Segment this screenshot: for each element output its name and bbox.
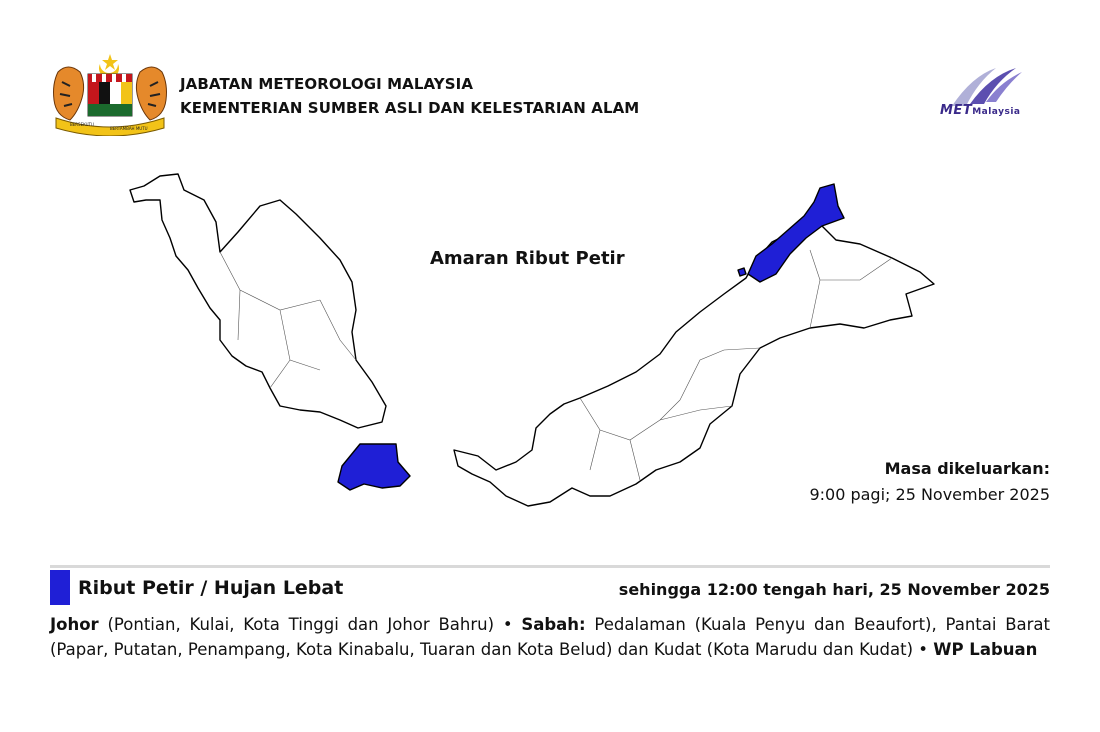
svg-text:BERTAMBAH MUTU: BERTAMBAH MUTU: [110, 126, 148, 131]
area-separator: •: [502, 615, 513, 634]
peninsular-malaysia: [130, 174, 386, 428]
valid-until: sehingga 12:00 tengah hari, 25 November 2025: [618, 580, 1050, 599]
affected-areas: [50, 612, 1050, 662]
right-tiger-icon: [136, 67, 166, 120]
legend-swatch: [50, 570, 70, 605]
star-icon: [102, 54, 118, 70]
area-sabah-detail: Pedalaman (Kuala Penyu dan Beaufort), Pantai Barat (Papar, Putatan, Penampang, Kota Kinabalu, Tuaran dan Kota Belud) dan Kudat (Kota Marudu dan Kudat): [50, 615, 1051, 659]
area-johor-detail: (Pontian, Kulai, Kota Tinggi dan Johor Bahru): [107, 615, 495, 634]
legend-label: Ribut Petir / Hujan Lebat: [78, 577, 344, 599]
area-labuan-name: WP Labuan: [933, 640, 1038, 659]
area-sabah-name: Sabah:: [521, 615, 586, 634]
header: [50, 52, 1050, 142]
ministry-name: KEMENTERIAN SUMBER ASLI DAN KELESTARIAN ALAM: [180, 99, 640, 117]
divider: [50, 565, 1050, 568]
left-tiger-icon: [54, 67, 84, 120]
area-johor-name: Johor: [50, 615, 99, 634]
issued-label: Masa dikeluarkan:: [884, 459, 1050, 478]
department-name: JABATAN METEOROLOGI MALAYSIA: [180, 75, 474, 93]
issued-time: [809, 456, 1050, 508]
area-separator: •: [918, 640, 929, 659]
met-malaysia-logo: [932, 66, 1050, 120]
labuan-warning-region: [738, 268, 746, 276]
svg-text:BERSEKUTU: BERSEKUTU: [70, 122, 94, 127]
issued-value: 9:00 pagi; 25 November 2025: [809, 485, 1050, 504]
coat-of-arms-icon: [50, 52, 170, 136]
organization-name: [180, 72, 639, 120]
met-logo-suffix: Malaysia: [972, 107, 1021, 117]
map-title: Amaran Ribut Petir: [430, 248, 625, 269]
met-logo-text: MET: [940, 103, 973, 118]
johor-warning-region: [338, 444, 410, 490]
